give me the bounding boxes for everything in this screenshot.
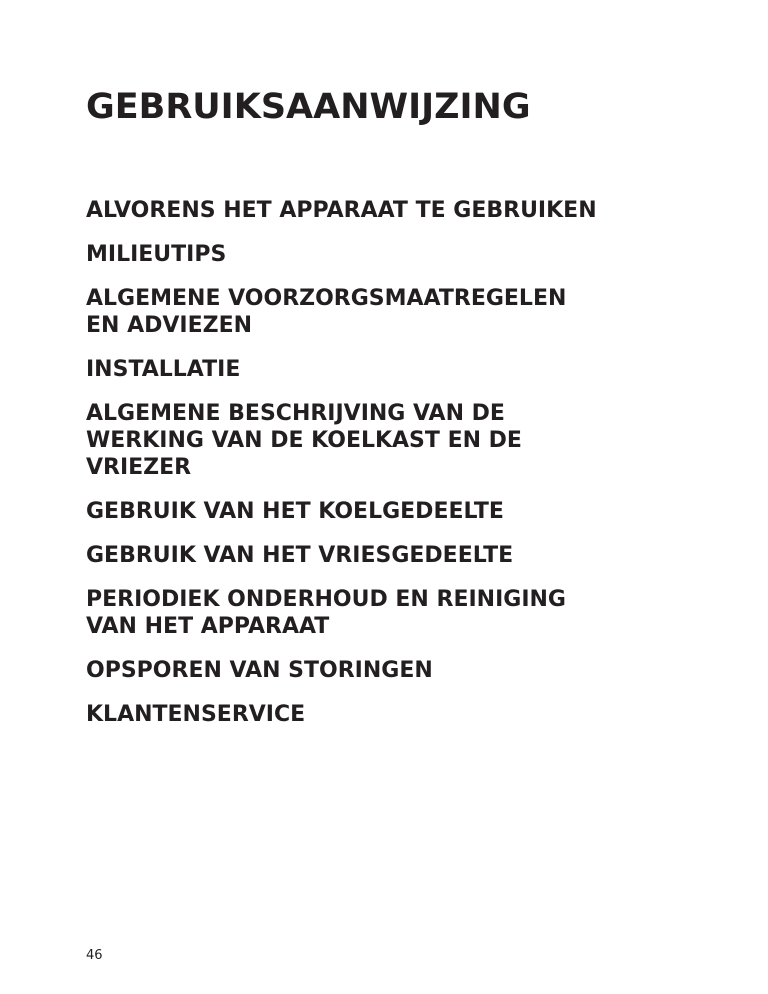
- toc-item-before-use: ALVORENS HET APPARAAT TE GEBRUIKEN: [86, 198, 597, 223]
- toc-item-freezer-use: GEBRUIK VAN HET VRIESGEDEELTE: [86, 543, 514, 568]
- toc-item-maintenance: PERIODIEK ONDERHOUD EN REINIGING VAN HET APPARAAT: [86, 587, 566, 639]
- toc-item-installation: INSTALLATIE: [86, 357, 241, 382]
- toc-item-troubleshooting: OPSPOREN VAN STORINGEN: [86, 658, 433, 683]
- page-title: GEBRUIKSAANWIJZING: [86, 87, 531, 127]
- page-number: 46: [86, 948, 103, 963]
- toc-item-customer-service: KLANTENSERVICE: [86, 702, 306, 727]
- table-of-contents: [86, 197, 726, 745]
- toc-item-environment-tips: MILIEUTIPS: [86, 242, 227, 267]
- toc-item-precautions: ALGEMENE VOORZORGSMAATREGELEN EN ADVIEZEN: [86, 286, 567, 338]
- toc-item-general-description: ALGEMENE BESCHRIJVING VAN DE WERKING VAN DE KOELKAST EN DE VRIEZER: [86, 401, 522, 480]
- toc-item-fridge-use: GEBRUIK VAN HET KOELGEDEELTE: [86, 499, 504, 524]
